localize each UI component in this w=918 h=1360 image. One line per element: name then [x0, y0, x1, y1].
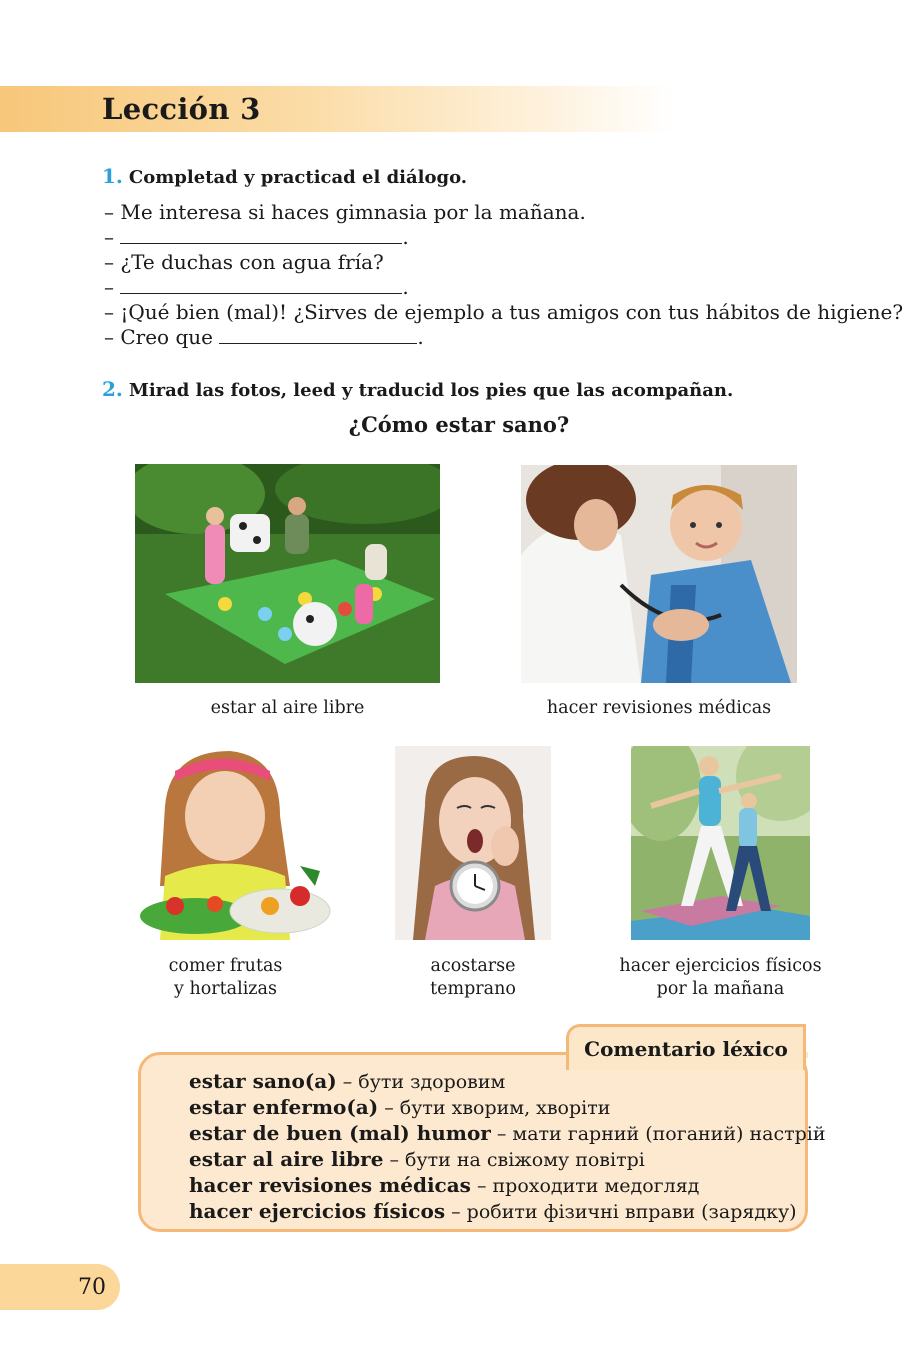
dash: –	[104, 225, 121, 249]
exercise-1-instruction: Completad y practicad el diálogo.	[128, 167, 468, 188]
vocabulary-term: hacer revisiones médicas	[189, 1173, 471, 1197]
dash: –	[104, 200, 121, 224]
lesson-title: Lección 3	[102, 92, 261, 126]
caption-text: hacer ejercicios físicos	[619, 956, 822, 976]
vocabulary-translation: – бути хворим, хворіти	[378, 1097, 611, 1119]
period: .	[417, 325, 424, 349]
page-number: 70	[78, 1274, 106, 1300]
vocabulary-title: Comentario léxico	[584, 1036, 788, 1061]
vocabulary-translation: – бути на свіжому повітрі	[383, 1149, 645, 1171]
exercise-2-instruction: Mirad las fotos, leed y traducid los pies que las acompañan.	[128, 380, 734, 401]
caption-text: acostarse	[430, 956, 516, 976]
vocabulary-title-tab	[566, 1024, 806, 1070]
dialog-text: Me interesa si haces gimnasia por la mañana.	[120, 200, 586, 224]
dialog-line	[104, 275, 903, 300]
dash: –	[104, 250, 121, 274]
exercise-1-heading	[102, 164, 467, 188]
dialog-line	[104, 325, 903, 350]
photo-outdoor-family	[135, 464, 440, 683]
photo-medical-checkup	[521, 465, 797, 683]
vocabulary-translation: – проходити медогляд	[470, 1175, 700, 1197]
exercise-2-number: 2.	[102, 377, 123, 401]
dialog-text: ¿Te duchas con agua fría?	[120, 250, 384, 274]
caption-5	[611, 955, 830, 1001]
caption-text: y hortalizas	[174, 979, 277, 999]
exercise-2-heading	[102, 377, 733, 401]
section-subtitle: ¿Cómo estar sano?	[348, 412, 570, 437]
dash: –	[104, 325, 121, 349]
caption-3	[120, 955, 331, 1001]
exercise-1-number: 1.	[102, 164, 123, 188]
vocabulary-term: estar sano(a)	[189, 1069, 337, 1093]
dialog-line	[104, 225, 903, 250]
vocabulary-term: estar al aire libre	[189, 1147, 384, 1171]
vocabulary-term: estar enfermo(a)	[189, 1095, 379, 1119]
answer-blank[interactable]	[120, 275, 402, 294]
dialog-text: Creo que	[120, 325, 220, 349]
caption-text: por la mañana	[656, 979, 785, 999]
caption-text: comer frutas	[168, 956, 283, 976]
dialog-text: ¡Qué bien (mal)! ¿Sirves de ejemplo a tus amigos con tus hábitos de higiene?	[120, 300, 904, 324]
vocabulary-entry	[189, 1121, 826, 1147]
vocabulary-term: hacer ejercicios físicos	[189, 1199, 446, 1223]
dialog-line	[104, 300, 903, 325]
page-number-tab	[0, 1264, 120, 1310]
vocabulary-entry	[189, 1173, 805, 1199]
caption-text: temprano	[430, 979, 516, 999]
period: .	[402, 225, 409, 249]
vocabulary-box	[138, 1052, 826, 1232]
dialog-lines	[104, 200, 903, 350]
photo-morning-exercise	[631, 746, 810, 940]
caption-text: estar al aire libre	[210, 698, 365, 718]
vocabulary-entry	[189, 1199, 805, 1225]
vocabulary-translation: – бути здоровим	[336, 1071, 506, 1093]
photo-go-to-bed-early	[395, 746, 551, 940]
vocabulary-entry	[189, 1147, 805, 1173]
dialog-line	[104, 200, 903, 225]
vocabulary-translation: – мати гарний (поганий) настрій	[490, 1123, 826, 1145]
answer-blank[interactable]	[120, 225, 402, 244]
vocabulary-term: estar de buen (mal) humor	[189, 1121, 491, 1145]
caption-2	[521, 697, 797, 720]
dash: –	[104, 275, 121, 299]
vocabulary-entry	[189, 1095, 805, 1121]
caption-text: hacer revisiones médicas	[546, 698, 772, 718]
period: .	[402, 275, 409, 299]
caption-1	[135, 697, 440, 720]
vocabulary-entry	[189, 1069, 805, 1095]
caption-4	[395, 955, 551, 1001]
dialog-line	[104, 250, 903, 275]
answer-blank[interactable]	[219, 325, 417, 344]
dash: –	[104, 300, 121, 324]
photo-fruits-vegetables	[120, 746, 331, 940]
vocabulary-translation: – робити фізичні вправи (зарядку)	[445, 1201, 797, 1223]
